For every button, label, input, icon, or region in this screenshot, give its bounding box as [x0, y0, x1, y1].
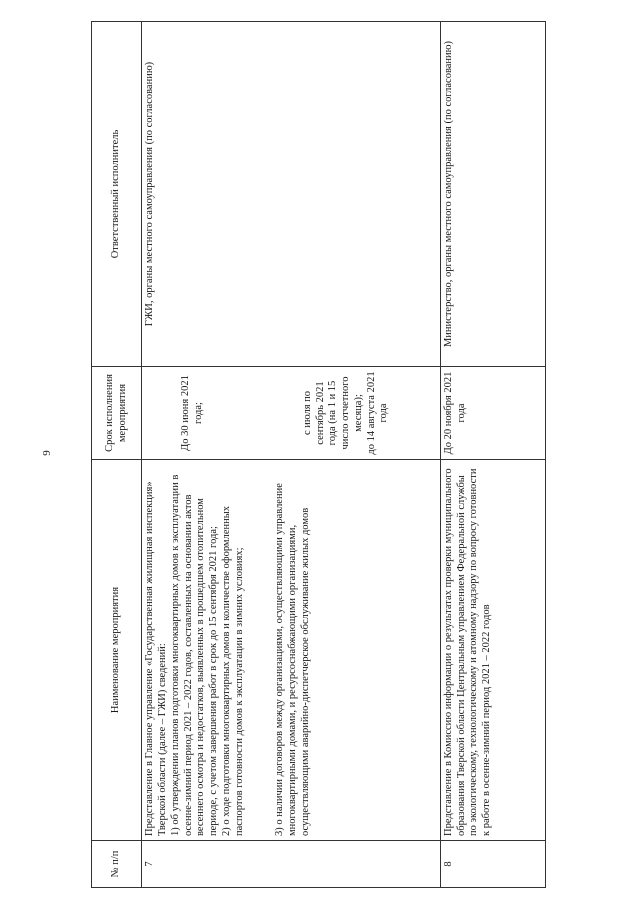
page-number-wrap	[40, 0, 54, 905]
row-name-intro: Представление в Главное управление «Государственная жилищная инспекция» Тверской области (далее – ГЖИ) сведений:	[144, 481, 168, 836]
row-number: 8	[440, 841, 545, 888]
row-name-item-1: 1) об утверждении планов подготовки многоквартирных домов к эксплуатации в осенне-зимний период 2021 – 2022 годов, составленных на основании актов весеннего осмотра и недостатков, выявленных в прошедшем отопительном периоде, с учетом завершения работ в срок до 15 сентября 2021 года;	[169, 474, 220, 836]
row-name-item-3: 3) о наличии договоров между организациями, осуществляющими управление многоквартирными домами, и ресурсоснабжающими организациями, осуществляющими аварийно-диспетчерское обслуживание жилых домов	[274, 483, 312, 836]
header-executor: Ответственный исполнитель	[92, 22, 142, 367]
row-name-item-2: 2) о ходе подготовки многоквартирных домов и количестве оформленных паспортов готовности домов к эксплуатации в зимних условиях;	[220, 505, 245, 836]
row-term: До 20 ноября 2021 года	[440, 367, 545, 460]
row-term-3: до 14 августа 2021 года	[365, 371, 390, 455]
row-number: 7	[142, 841, 441, 888]
row-term-cell	[142, 367, 441, 460]
table-row	[142, 22, 441, 888]
row-name: Представление в Комиссию информации о результатах проверки муниципального образования Тверской области Центральным управлением Федеральной службы по экологическому, технологическому и атомному надзору по вопросу готовности к работе в осенне-зимний период 2021 – 2022 годов	[440, 460, 545, 841]
rotated-table-wrap	[91, 40, 546, 888]
page-number: 9	[41, 449, 53, 456]
table-header-row	[92, 22, 142, 888]
header-name: Наименование мероприятия	[92, 460, 142, 841]
row-executor: ГЖИ, органы местного самоуправления (по согласованию)	[142, 22, 441, 367]
measures-table	[91, 21, 546, 888]
row-executor: Министерство, органы местного самоуправления (по согласованию)	[440, 22, 545, 367]
row-name-cell	[142, 460, 441, 841]
table-row	[440, 22, 545, 888]
row-term-1: До 30 июня 2021 года;	[180, 375, 204, 451]
row-term-2: с июля по сентябрь 2021 года (на 1 и 15 число отчетного месяца);	[301, 376, 364, 450]
header-number: № п/п	[92, 841, 142, 888]
header-term: Срок исполнения мероприятия	[92, 367, 142, 460]
